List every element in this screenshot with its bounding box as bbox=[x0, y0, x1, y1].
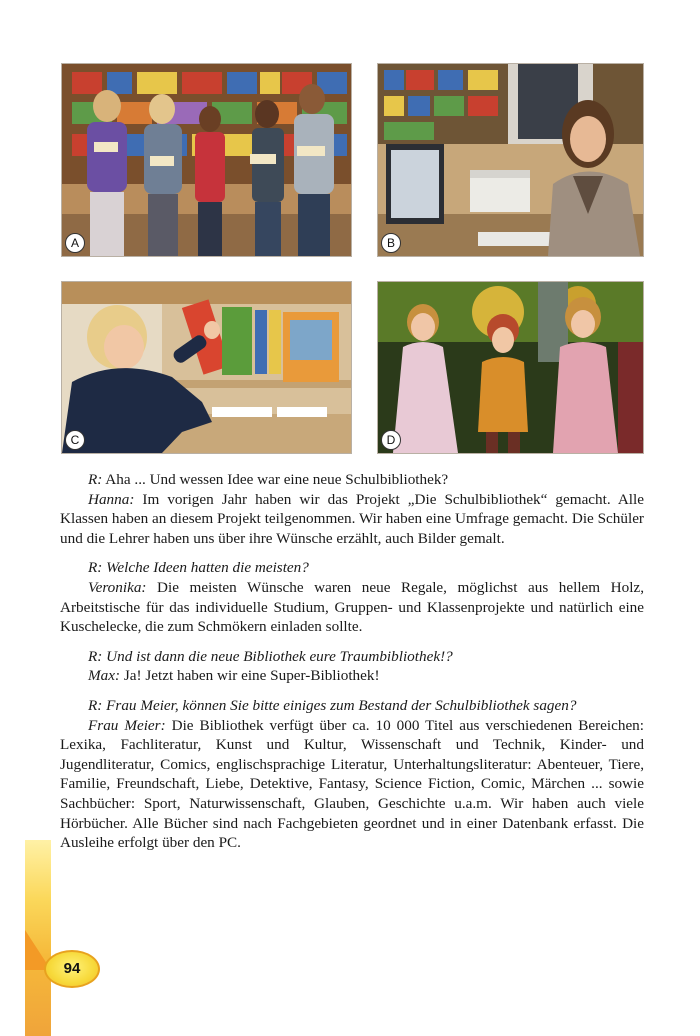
dialogue-line bbox=[60, 558, 644, 578]
photo-students-reading bbox=[61, 63, 352, 257]
dialogue-line bbox=[60, 578, 644, 637]
dialogue-text: Die Bibliothek verfügt über ca. 10 000 Titel aus verschiedenen Bereichen: Lexika, Fachliteratur, Kunst und Kultur, Wissenschaft und Technik, Kinder- und Jugendliteratur, Comics, englischsprachige Literatur, Unterhaltungsliteratur: Abenteuer, Tiere, Familie, Freundschaft, Liebe, Detektive, Fantasy, Science Fiction, Comic, Märchen ... sowie Sachbücher: Sport, Naturwissenschaft, Glauben, Geschichte u.a.m. Wir haben auch viele Hörbücher. Alle Bücher sind nach Fachgebieten geordnet und in einer Datenbank erfasst. Die Ausleihe erfolgt über den PC. bbox=[60, 716, 644, 852]
speaker-name: R: bbox=[88, 696, 103, 714]
dialogue-text: Ja! Jetzt haben wir eine Super-Bibliothek! bbox=[120, 667, 380, 685]
dialogue-text: Die meisten Wünsche waren neue Regale, möglichst aus hellem Holz, Arbeitstische für das individuelle Studium, Gruppen- und Klassenprojekte und natürlich eine Kuschelecke, die zum Schmökern einladen sollte. bbox=[60, 578, 644, 636]
dialogue-line bbox=[60, 716, 644, 853]
dialogue-line bbox=[60, 696, 644, 716]
speaker-name: R: bbox=[88, 471, 103, 488]
photo-children-costumes bbox=[377, 281, 644, 454]
dialogue-line bbox=[60, 470, 644, 490]
photo-c-image bbox=[62, 282, 351, 453]
dialogue-question: Und ist dann die neue Bibliothek eure Traumbibliothek!? bbox=[102, 647, 453, 665]
photo-label-a: A bbox=[65, 233, 85, 253]
photo-librarian-desk bbox=[377, 63, 644, 257]
interview-text bbox=[60, 470, 644, 853]
photo-label-c: C bbox=[65, 430, 85, 450]
dialogue-line bbox=[60, 490, 644, 549]
photo-child-bookshelf bbox=[61, 281, 352, 454]
speaker-name: Max: bbox=[88, 667, 121, 685]
photo-d-image bbox=[378, 282, 643, 453]
speaker-name: R: bbox=[88, 647, 103, 665]
photo-a-image bbox=[62, 64, 351, 256]
photo-label-b: B bbox=[381, 233, 401, 253]
page-number: 94 bbox=[44, 950, 100, 988]
speaker-name: Veronika: bbox=[88, 578, 147, 596]
dialogue-line bbox=[60, 666, 644, 686]
dialogue-text: Aha ... Und wessen Idee war eine neue Schulbibliothek? bbox=[102, 471, 449, 488]
speaker-name: R: bbox=[88, 559, 103, 577]
speaker-name: Frau Meier: bbox=[88, 716, 166, 734]
dialogue-line bbox=[60, 647, 644, 667]
speaker-name: Hanna: bbox=[88, 490, 135, 508]
dialogue-text: Im vorigen Jahr haben wir das Projekt „Die Schulbibliothek“ gemacht. Alle Klassen haben an diesem Projekt teilgenommen. Wir haben eine Umfrage gemacht. Die Schüler und die Lehrer haben uns über ihre Wünsche erzählt, auch Bilder gemalt. bbox=[60, 490, 644, 547]
dialogue-question: Frau Meier, können Sie bitte einiges zum Bestand der Schulbibliothek sagen? bbox=[102, 696, 577, 714]
dialogue-question: Welche Ideen hatten die meisten? bbox=[102, 559, 309, 577]
photo-b-image bbox=[378, 64, 643, 256]
photo-label-d: D bbox=[381, 430, 401, 450]
